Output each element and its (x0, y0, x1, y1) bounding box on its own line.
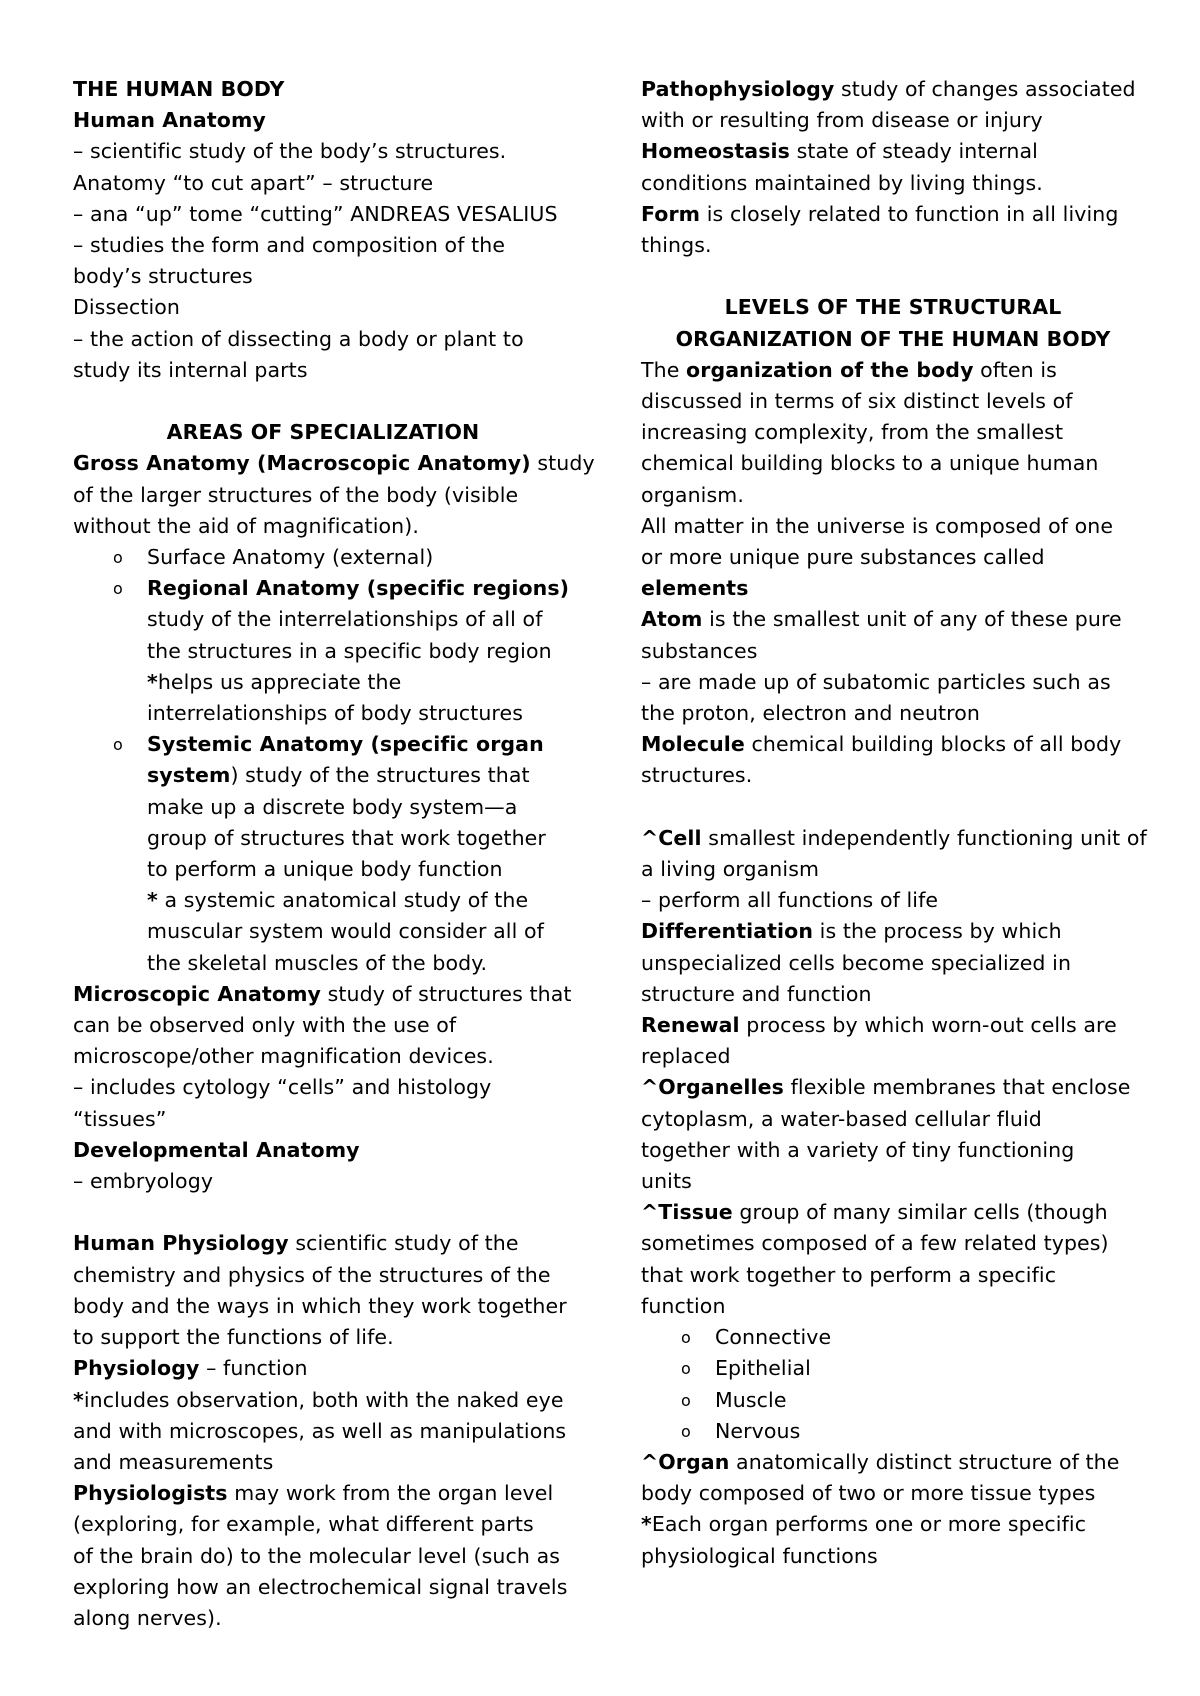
text-line: of the larger structures of the body (visible (73, 482, 519, 507)
text-line: – perform all functions of life (641, 888, 939, 913)
term-bold: ^Cell (641, 825, 702, 850)
term-bold: Microscopic Anatomy (73, 981, 321, 1006)
text-line: and measurements (73, 1449, 274, 1474)
asterisk: * (641, 1512, 652, 1537)
text-line: together with a variety of tiny functioning (641, 1137, 1075, 1162)
text-line: and with microscopes, as well as manipulations (73, 1418, 567, 1443)
text-run: is closely related to function in all living (700, 201, 1119, 226)
text-line (73, 885, 573, 916)
renewal-line (641, 1010, 1145, 1041)
text-run: – function (199, 1356, 308, 1381)
text-line: study of the interrelationships of all of (147, 607, 543, 632)
text-line: interrelationships of body structures (147, 701, 524, 726)
text-line: sometimes composed of a few related types) (641, 1231, 1109, 1256)
text-line: discussed in terms of six distinct levels of (641, 389, 1073, 414)
list-item (641, 1353, 1145, 1384)
text-line: function (641, 1293, 726, 1318)
text-run: group of many similar cells (though (732, 1200, 1108, 1225)
differentiation-line (641, 916, 1145, 947)
bullet-icon: o (113, 579, 123, 599)
text-line: “tissues” (73, 1106, 167, 1131)
text-line: along nerves). (73, 1605, 222, 1630)
text-run: Muscle (715, 1387, 787, 1412)
term-bold: system (147, 763, 231, 788)
bullet-icon: o (681, 1390, 691, 1410)
organization-line (641, 355, 1145, 386)
text-run: state of steady internal (789, 139, 1038, 164)
elements-term: elements (641, 576, 749, 601)
bullet-icon: o (113, 735, 123, 755)
text-run: helps us appreciate the (157, 669, 402, 694)
list-item (73, 573, 573, 604)
text-line: can be observed only with the use of (73, 1013, 457, 1038)
text-line: muscular system would consider all of (147, 919, 544, 944)
form-line (641, 199, 1145, 230)
list-item (641, 1322, 1145, 1353)
text-line (73, 760, 573, 791)
text-line: unspecialized cells become specialized in (641, 950, 1072, 975)
text-line: without the aid of magnification). (73, 513, 419, 538)
text-line (641, 1509, 1145, 1540)
term-bold: Atom (641, 607, 703, 632)
text-line: All matter in the universe is composed of one (641, 513, 1114, 538)
text-line: – are made up of subatomic particles such as (641, 669, 1111, 694)
spacer (73, 1197, 573, 1228)
text-run: study of structures that (321, 981, 572, 1006)
term-bold: organization of the body (686, 357, 974, 382)
cell-line (641, 823, 1145, 854)
term-bold: Regional Anatomy (specific regions) (147, 576, 570, 601)
list-item (641, 1416, 1145, 1447)
text-run: Epithelial (715, 1356, 811, 1381)
text-line: substances (641, 638, 758, 663)
term-bold: Molecule (641, 732, 745, 757)
text-line: – ana “up” tome “cutting” ANDREAS VESALIUS (73, 201, 558, 226)
spacer (641, 792, 1145, 823)
physiologists-line (73, 1478, 573, 1509)
text-line: physiological functions (641, 1543, 878, 1568)
text-run: includes observation, both with the naked eye (83, 1387, 564, 1412)
bullet-icon: o (681, 1421, 691, 1441)
term-bold: Gross Anatomy (Macroscopic Anatomy) (73, 451, 531, 476)
text-line: to perform a unique body function (147, 857, 503, 882)
text-run: often is (973, 357, 1057, 382)
term-bold: Pathophysiology (641, 77, 835, 101)
term-bold: Renewal (641, 1013, 740, 1038)
text-run: a systemic anatomical study of the (157, 888, 529, 913)
organelles-line (641, 1072, 1145, 1103)
text-line: that work together to perform a specific (641, 1262, 1057, 1287)
text-line: – the action of dissecting a body or plant to (73, 326, 524, 351)
text-line: study its internal parts (73, 357, 308, 382)
human-anatomy-heading: Human Anatomy (73, 108, 266, 133)
spacer (641, 261, 1145, 292)
levels-heading: LEVELS OF THE STRUCTURAL (724, 295, 1062, 320)
asterisk: * (73, 1387, 84, 1412)
text-line: (exploring, for example, what different parts (73, 1512, 534, 1537)
text-line: the proton, electron and neutron (641, 701, 980, 726)
term-bold: ^Organ (641, 1449, 730, 1474)
text-run: Surface Anatomy (external) (147, 545, 434, 570)
text-line: things. (641, 233, 712, 258)
text-run: Connective (715, 1325, 832, 1350)
term-bold: Differentiation (641, 919, 814, 944)
text-run: The (641, 357, 687, 382)
text-line: chemical building blocks to a unique human (641, 451, 1099, 476)
text-run: smallest independently functioning unit of (701, 825, 1147, 850)
term-bold: Systemic Anatomy (specific organ (147, 732, 544, 757)
text-line: structures. (641, 763, 753, 788)
text-run: is the smallest unit of any of these pure (702, 607, 1122, 632)
levels-heading: ORGANIZATION OF THE HUMAN BODY (675, 326, 1111, 351)
text-run: chemical building blocks of all body (744, 732, 1122, 757)
organ-line (641, 1447, 1145, 1478)
list-item (73, 729, 573, 760)
term-bold: Form (641, 201, 701, 226)
text-line: conditions maintained by living things. (641, 170, 1043, 195)
text-line: units (641, 1169, 692, 1194)
text-line: with or resulting from disease or injury (641, 108, 1043, 133)
text-line: of the brain do) to the molecular level (such as (73, 1543, 561, 1568)
text-line: cytoplasm, a water-based cellular fluid (641, 1106, 1042, 1131)
text-line: or more unique pure substances called (641, 545, 1045, 570)
text-run: process by which worn-out cells are (739, 1013, 1117, 1038)
text-run: flexible membranes that enclose (783, 1075, 1131, 1100)
text-run: Each organ performs one or more specific (651, 1512, 1087, 1537)
text-line (73, 1385, 573, 1416)
text-line: chemistry and physics of the structures of the (73, 1262, 551, 1287)
pathophysiology-line (641, 74, 1145, 105)
text-line: – includes cytology “cells” and histology (73, 1075, 492, 1100)
areas-heading: AREAS OF SPECIALIZATION (166, 420, 480, 445)
text-line: microscope/other magnification devices. (73, 1044, 494, 1069)
text-run: may work from the organ level (227, 1481, 554, 1506)
text-line: make up a discrete body system—a (147, 794, 518, 819)
text-line: increasing complexity, from the smallest (641, 420, 1064, 445)
text-run: study of changes associated (834, 77, 1136, 101)
list-item (641, 1385, 1145, 1416)
physiology-line (73, 1353, 573, 1384)
text-line: to support the functions of life. (73, 1325, 394, 1350)
text-line: replaced (641, 1044, 731, 1069)
term-bold: Homeostasis (641, 139, 790, 164)
bullet-icon: o (681, 1359, 691, 1379)
term-bold: ^Tissue (641, 1200, 733, 1225)
atom-line (641, 604, 1145, 635)
left-column (73, 74, 595, 1634)
text-run: scientific study of the (288, 1231, 519, 1256)
asterisk: * (147, 669, 158, 694)
spacer (73, 386, 573, 417)
text-line: organism. (641, 482, 744, 507)
term-bold: Human Physiology (73, 1231, 289, 1256)
text-run: Nervous (715, 1418, 801, 1443)
text-run: ) study of the structures that (230, 763, 530, 788)
molecule-line (641, 729, 1145, 760)
term-bold: ^Organelles (641, 1075, 784, 1100)
text-line: body and the ways in which they work together (73, 1293, 567, 1318)
right-column (641, 74, 1145, 1572)
tissue-line (641, 1197, 1145, 1228)
document-title: THE HUMAN BODY (73, 77, 285, 101)
microscopic-anatomy-line (73, 979, 573, 1010)
text-line: the structures in a specific body region (147, 638, 552, 663)
text-line: group of structures that work together (147, 825, 546, 850)
text-line (73, 667, 573, 698)
bullet-icon: o (113, 548, 123, 568)
text-line: – scientific study of the body’s structures. (73, 139, 507, 164)
text-line: – studies the form and composition of the (73, 233, 506, 258)
text-line: the skeletal muscles of the body. (147, 950, 488, 975)
text-line: structure and function (641, 981, 872, 1006)
asterisk: * (147, 888, 158, 913)
text-line: body composed of two or more tissue types (641, 1481, 1096, 1506)
text-run: anatomically distinct structure of the (729, 1449, 1120, 1474)
text-line: exploring how an electrochemical signal travels (73, 1574, 568, 1599)
text-line: body’s structures (73, 264, 253, 289)
homeostasis-line (641, 136, 1145, 167)
text-run: is the process by which (813, 919, 1062, 944)
text-line: a living organism (641, 857, 820, 882)
dissection-term: Dissection (73, 295, 180, 320)
text-run: study (530, 451, 595, 476)
bullet-icon: o (681, 1328, 691, 1348)
text-line: – embryology (73, 1169, 214, 1194)
human-physiology-line (73, 1228, 573, 1259)
list-item (73, 542, 573, 573)
term-bold: Physiologists (73, 1481, 228, 1506)
text-line: Anatomy “to cut apart” – structure (73, 170, 434, 195)
term-bold: Physiology (73, 1356, 200, 1381)
gross-anatomy-line (73, 448, 595, 479)
developmental-anatomy-heading: Developmental Anatomy (73, 1137, 360, 1162)
